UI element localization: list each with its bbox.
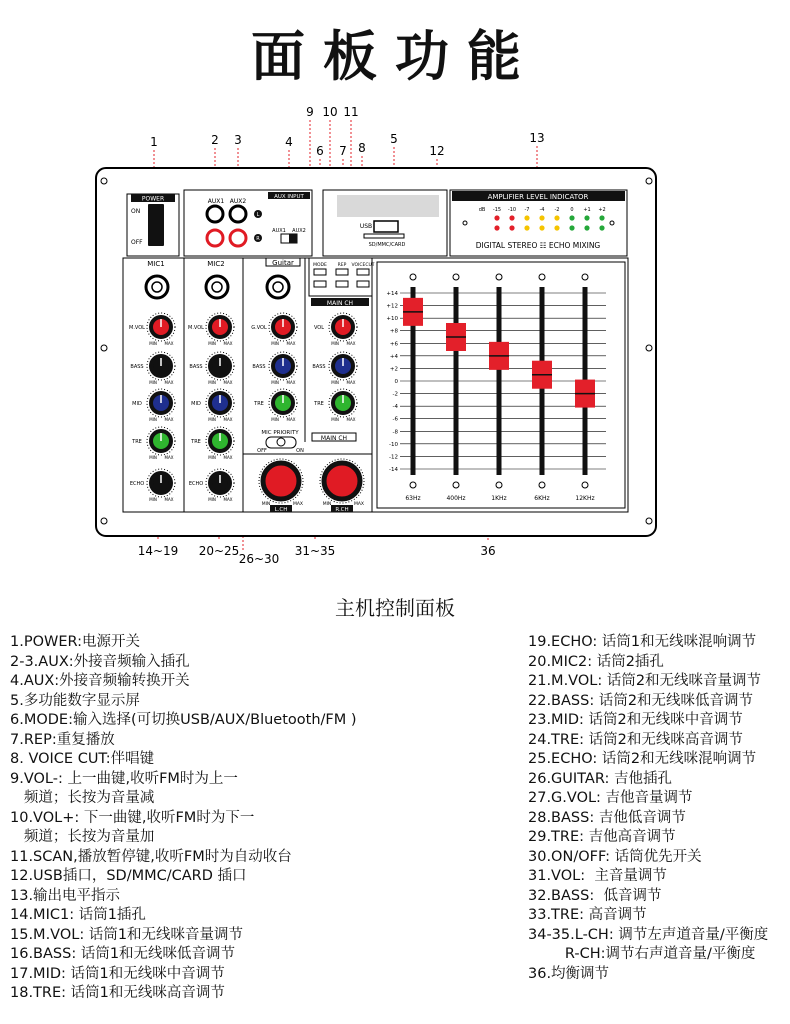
mode-button[interactable]: [314, 269, 326, 275]
callout-2: 2: [211, 133, 219, 147]
legend-item: 8. VOICE CUT:伴唱键: [10, 751, 155, 767]
callout-13: 13: [529, 131, 545, 145]
led-scale-label: -10: [507, 207, 517, 213]
legend-item: 16.BASS: 话筒1和无线咪低音调节: [10, 946, 236, 962]
legend-item: 9.VOL-: 上一曲键,收听FM时为上一: [10, 770, 238, 787]
knob-max-label: MAX: [164, 341, 174, 346]
legend-item: 20.MIC2: 话筒2插孔: [528, 653, 664, 670]
led-scale-label: -2: [554, 207, 560, 213]
knob-max-label: MAX: [164, 417, 174, 422]
legend-item: 23.MID: 话筒2和无线咪中音调节: [528, 712, 743, 728]
knob-min-label: MIN: [331, 380, 339, 385]
knob-label: VOL: [313, 325, 325, 331]
knob-min-label: MIN: [149, 497, 157, 502]
knob-label: BASS: [252, 364, 266, 370]
aux2-right-jack[interactable]: [230, 230, 246, 246]
priority-off-label: OFF: [257, 448, 267, 454]
rep-label: REP: [337, 263, 347, 268]
vol-plus-button[interactable]: [336, 281, 348, 287]
l-ch-min: MIN: [261, 502, 271, 507]
voicecut-label: VOICECUT: [351, 263, 375, 268]
knob-min-label: MIN: [208, 497, 216, 502]
l-ch-knob[interactable]: [263, 463, 299, 499]
r-ch-label: R.CH: [335, 507, 349, 513]
callout-1: 1: [150, 135, 158, 149]
legend-item: 31.VOL: 主音量调节: [528, 868, 667, 884]
callout-36: 36: [480, 544, 496, 558]
legend-item: 7.REP:重复播放: [10, 731, 115, 748]
section-subtitle: 主机控制面板: [335, 596, 455, 620]
aux1-label: AUX1: [207, 198, 225, 205]
power-label: POWER: [141, 195, 165, 203]
legend-item: 频道；长按为音量减: [10, 790, 155, 806]
legend-item: 21.M.VOL: 话筒2和无线咪音量调节: [528, 673, 762, 689]
amplifier-indicator-label: AMPLIFIER LEVEL INDICATOR: [487, 193, 589, 201]
l-ch-label: L.CH: [274, 507, 288, 513]
power-switch[interactable]: [148, 204, 164, 246]
aux-input-label: AUX INPUT: [274, 194, 304, 200]
knob-max-label: MAX: [223, 341, 233, 346]
knob-min-label: MIN: [331, 417, 339, 422]
legend-item: 22.BASS: 话筒2和无线咪低音调节: [528, 692, 754, 709]
legend-item: 2-3.AUX:外接音频输入插孔: [10, 653, 190, 670]
callout-14-19: 14~19: [137, 544, 179, 558]
level-led: [524, 225, 529, 230]
level-led: [569, 225, 574, 230]
mic-priority-label: MIC PRIORITY: [261, 430, 299, 436]
legend-item: 32.BASS: 低音调节: [528, 887, 662, 904]
equalizer-section: [377, 262, 625, 508]
level-led: [599, 215, 604, 220]
knob-label: TRE: [132, 439, 142, 445]
vol-minus-button[interactable]: [314, 281, 326, 287]
callout-3: 3: [234, 133, 242, 147]
legend-item: 25.ECHO: 话筒2和无线咪混响调节: [528, 751, 757, 767]
legend-item: 18.TRE: 话筒1和无线咪高音调节: [10, 985, 225, 1001]
level-led: [539, 225, 544, 230]
usb-port[interactable]: [374, 221, 398, 232]
eq-scale-label: +6: [389, 341, 398, 348]
knob-label: MID: [132, 401, 142, 407]
level-led: [569, 215, 574, 220]
voicecut-button[interactable]: [357, 269, 369, 275]
knob-max-label: MAX: [223, 497, 233, 502]
eq-scale-label: 0: [394, 379, 398, 385]
eq-scale-label: -4: [392, 404, 398, 411]
knob-label: BASS: [189, 364, 203, 370]
legend-item: 6.MODE:输入选择(可切换USB/AUX/Bluetooth/FM ): [10, 712, 357, 728]
knob-max-label: MAX: [346, 341, 356, 346]
scan-play-button[interactable]: [357, 281, 369, 287]
page-title: 面板功能: [251, 25, 539, 88]
eq-scale-label: +4: [389, 353, 398, 360]
knob-min-label: MIN: [271, 417, 279, 422]
display-section: [323, 190, 447, 256]
eq-band-label: 6KHz: [534, 495, 550, 502]
legend-item: 24.TRE: 话筒2和无线咪高音调节: [528, 731, 743, 748]
level-led: [554, 215, 559, 220]
legend-item: 5.多功能数字显示屏: [10, 692, 140, 709]
callout-12: 12: [429, 144, 445, 158]
eq-scale-label: +12: [386, 303, 398, 310]
callout-20-25: 20~25: [198, 544, 240, 558]
eq-scale-label: -8: [392, 429, 398, 436]
power-section: [127, 194, 179, 256]
knob-max-label: MAX: [286, 341, 296, 346]
legend-item: 频道；长按为音量加: [10, 829, 155, 845]
usb-label: USB: [359, 223, 373, 230]
eq-scale-label: +2: [389, 366, 398, 373]
aux-l-label: L: [256, 212, 260, 218]
level-indicator-section: [450, 190, 627, 256]
mode-label: MODE: [313, 263, 327, 268]
knob-label: M.VOL: [188, 325, 204, 331]
led-scale-label: -15: [492, 207, 502, 213]
knob-max-label: MAX: [164, 380, 174, 385]
knob-min-label: MIN: [208, 417, 216, 422]
led-scale: [479, 207, 606, 213]
led-scale-label: +2: [598, 207, 606, 213]
legend-item: 10.VOL+: 下一曲键,收听FM时为下一: [10, 809, 255, 826]
knob-max-label: MAX: [223, 380, 233, 385]
mic2-column: [206, 260, 228, 298]
eq-scale-label: +8: [389, 328, 398, 335]
main-ch-label-top: MAIN CH: [326, 300, 354, 307]
knob-min-label: MIN: [331, 341, 339, 346]
knob-label: TRE: [191, 439, 201, 445]
power-on-label: ON: [131, 208, 141, 215]
led-scale-label: dB: [478, 207, 486, 213]
knob-label: TRE: [314, 401, 324, 407]
knob-min-label: MIN: [149, 417, 157, 422]
callout-26-30: 26~30: [238, 552, 280, 566]
led-scale-label: +1: [583, 207, 591, 213]
digital-stereo-label: DIGITAL STEREO ☷ ECHO MIXING: [475, 241, 601, 250]
eq-band-label: 63Hz: [405, 495, 421, 502]
knob-min-label: MIN: [149, 341, 157, 346]
led-scale-label: 0: [570, 207, 574, 213]
knob-max-label: MAX: [286, 417, 296, 422]
mic1-column: [146, 260, 168, 298]
knob-max-label: MAX: [223, 455, 233, 460]
legend-right-column: [528, 633, 768, 984]
r-ch-max: MAX: [353, 502, 365, 507]
legend-item: 36.均衡调节: [528, 965, 610, 982]
legend-item: 33.TRE: 高音调节: [528, 907, 647, 923]
legend-item: 12.USB插口，SD/MMC/CARD 插口: [10, 868, 247, 884]
led-scale-label: -7: [524, 207, 530, 213]
level-led: [494, 225, 499, 230]
knob-min-label: MIN: [149, 380, 157, 385]
knob-label: ECHO: [129, 481, 145, 487]
control-panel-diagram: [0, 100, 790, 570]
rep-button[interactable]: [336, 269, 348, 275]
aux1-left-jack[interactable]: [207, 206, 223, 222]
knob-label: BASS: [130, 364, 144, 370]
digital-display: [337, 195, 439, 217]
r-ch-min: MIN: [322, 502, 332, 507]
callout-9: 9: [306, 105, 314, 119]
eq-scale-label: -6: [392, 416, 398, 423]
aux-section: [184, 190, 312, 256]
knob-min-label: MIN: [208, 455, 216, 460]
knob-max-label: MAX: [286, 380, 296, 385]
guitar-label: Guitar: [272, 259, 294, 267]
legend-item: 4.AUX:外接音频输转换开关: [10, 673, 190, 689]
l-ch-max: MAX: [292, 502, 304, 507]
callout-6: 6: [316, 144, 324, 158]
legend-item: 14.MIC1: 话筒1插孔: [10, 907, 146, 923]
callout-10: 10: [322, 105, 338, 119]
aux-switch-label-2: AUX2: [292, 228, 306, 234]
knob-label: BASS: [312, 364, 326, 370]
legend-item: 19.ECHO: 话筒1和无线咪混响调节: [528, 634, 757, 650]
knob-min-label: MIN: [208, 380, 216, 385]
mic2-label: MIC2: [207, 260, 225, 268]
mic1-label: MIC1: [147, 260, 165, 268]
knob-label: ECHO: [188, 481, 204, 487]
sd-label: SD/MMC/CARD: [368, 242, 406, 248]
eq-scale-label: +10: [386, 316, 398, 323]
main-ch-label-bottom: MAIN CH: [320, 435, 348, 442]
callout-7: 7: [339, 144, 347, 158]
legend-item: 13.输出电平指示: [10, 887, 121, 904]
level-led: [539, 215, 544, 220]
level-led: [554, 225, 559, 230]
level-led: [509, 215, 514, 220]
knob-min-label: MIN: [271, 380, 279, 385]
sd-card-slot[interactable]: [364, 234, 404, 238]
knob-max-label: MAX: [223, 417, 233, 422]
priority-on-label: ON: [296, 448, 304, 454]
legend-item: 15.M.VOL: 话筒1和无线咪音量调节: [10, 926, 244, 943]
power-off-label: OFF: [131, 239, 143, 246]
legend-item: R-CH:调节右声道音量/平衡度: [528, 946, 756, 962]
legend-item: 27.G.VOL: 吉他音量调节: [528, 790, 693, 806]
legend-item: 11.SCAN,播放暂停键,收听FM时为自动收台: [10, 848, 292, 865]
aux-r-label: R: [256, 236, 260, 242]
callout-5: 5: [390, 132, 398, 146]
level-led: [524, 215, 529, 220]
knob-label: MID: [191, 401, 201, 407]
knob-min-label: MIN: [149, 455, 157, 460]
knob-label: TRE: [254, 401, 264, 407]
knob-max-label: MAX: [164, 455, 174, 460]
legend-item: 28.BASS: 吉他低音调节: [528, 809, 686, 826]
aux1-right-jack[interactable]: [207, 230, 223, 246]
eq-band-label: 1KHz: [491, 495, 507, 502]
legend-left-column: [10, 633, 357, 1004]
legend-item: 26.GUITAR: 吉他插孔: [528, 770, 672, 787]
eq-scale-label: -12: [389, 454, 398, 461]
eq-scale-label: +14: [386, 291, 398, 297]
legend-item: 29.TRE: 吉他高音调节: [528, 829, 676, 845]
level-led: [599, 225, 604, 230]
knob-label: M.VOL: [129, 325, 145, 331]
callout-8: 8: [358, 141, 366, 155]
knob-label: G.VOL: [251, 325, 267, 331]
knob-max-label: MAX: [346, 417, 356, 422]
knob-min-label: MIN: [271, 341, 279, 346]
legend-item: 30.ON/OFF: 话筒优先开关: [528, 848, 702, 865]
level-led: [509, 225, 514, 230]
callout-11: 11: [343, 105, 359, 119]
aux2-label: AUX2: [229, 198, 247, 205]
legend-item: 17.MID: 话筒1和无线咪中音调节: [10, 965, 225, 982]
legend-item: 1.POWER:电源开关: [10, 634, 141, 650]
aux-switch-label-1: AUX1: [272, 228, 286, 234]
led-scale-label: -4: [539, 207, 545, 213]
eq-band-label: 400Hz: [446, 495, 466, 502]
knob-max-label: MAX: [164, 497, 174, 502]
legend-item: 34-35.L-CH: 调节左声道音量/平衡度: [528, 926, 769, 943]
eq-scale-label: -2: [392, 391, 398, 398]
aux2-left-jack[interactable]: [230, 206, 246, 222]
level-led: [584, 215, 589, 220]
knob-max-label: MAX: [346, 380, 356, 385]
level-led: [584, 225, 589, 230]
callout-4: 4: [285, 135, 293, 149]
eq-scale-label: -10: [389, 441, 398, 448]
eq-scale-label: -14: [389, 467, 398, 473]
eq-band-label: 12KHz: [575, 495, 595, 502]
r-ch-knob[interactable]: [324, 463, 360, 499]
knob-min-label: MIN: [208, 341, 216, 346]
level-led: [494, 215, 499, 220]
callout-31-35: 31~35: [294, 544, 336, 558]
